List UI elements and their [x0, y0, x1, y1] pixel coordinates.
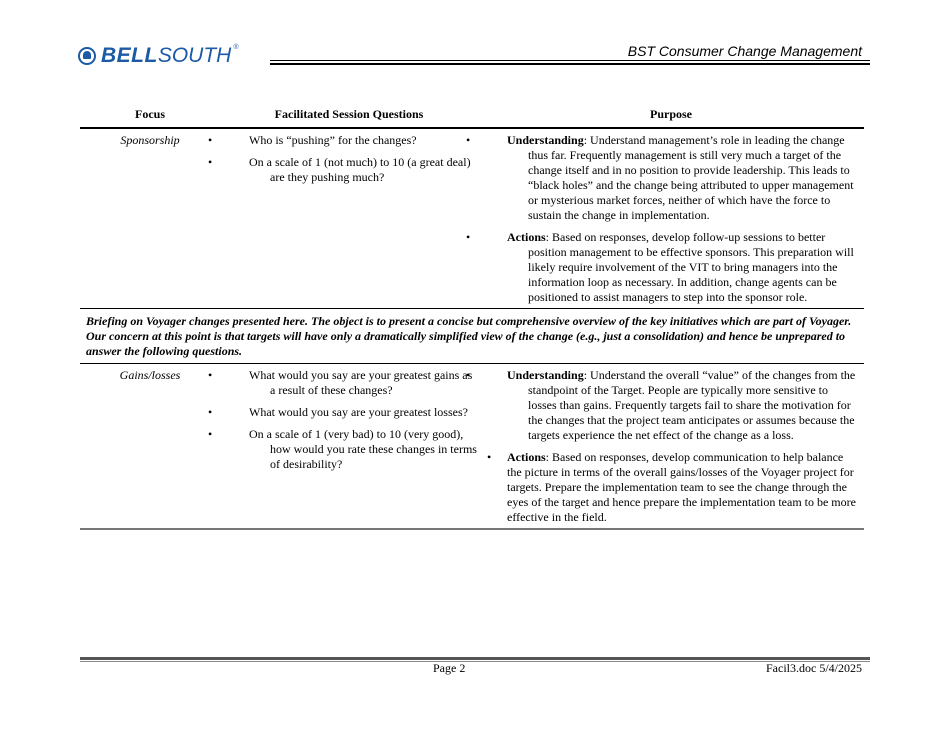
- purpose-cell: [478, 364, 864, 530]
- purpose-text: : Based on responses, develop follow-up sessions to better position management to be effective sponsors. This preparation will likely require involvement of the VIT to bring managers into the information loop as necessary. In addition, change agents can be positioned to assist managers to step into the sponsor role.: [528, 230, 854, 304]
- purpose-lead: Understanding: [507, 368, 584, 382]
- question-item: • On a scale of 1 (very bad) to 10 (very good), how would you rate these changes in terms of desirability?: [220, 427, 478, 472]
- briefing-row: [80, 309, 864, 364]
- question-item: • What would you say are your greatest losses?: [220, 405, 478, 420]
- purpose-lead: Understanding: [507, 133, 584, 147]
- table-row: [80, 128, 864, 309]
- page-header: [78, 40, 870, 70]
- purpose-text: : Understand management’s role in leading the change thus far. Frequently management is still very much a target of the change itself and in no position to provide leadership. This leads to “black holes” and the change being attributed to upper management or mysterious market forces, neither of which have the force to sustain the change in implementation.: [528, 133, 854, 222]
- column-header-focus: Focus: [80, 106, 220, 128]
- briefing-text: Briefing on Voyager changes presented here. The object is to present a concise but comprehensive overview of the key initiatives which are part of Voyager. Our concern at this point is that targets will have only a dramatically simplified view of the change (e.g., just a consolidation) and hence be unprepared to answer the following questions.: [80, 309, 864, 364]
- header-rule: [270, 60, 870, 61]
- registered-mark: ®: [233, 44, 239, 51]
- bell-icon: [78, 47, 96, 65]
- purpose-item: [478, 368, 858, 443]
- focus-cell: Gains/losses: [80, 364, 220, 530]
- header-title: BST Consumer Change Management: [627, 43, 862, 59]
- table-row: [80, 364, 864, 530]
- purpose-item: [478, 133, 858, 223]
- purpose-lead: Actions: [507, 230, 546, 244]
- session-table: [80, 106, 864, 530]
- purpose-text: : Based on responses, develop communication to help balance the picture in terms of the overall gains/losses of the Voyager project for targets. Prepare the implementation team to see the change through the eyes of the target and hence prepare the implementation team to be more effective in the field.: [507, 450, 856, 524]
- purpose-lead: Actions: [507, 450, 546, 464]
- column-header-purpose: Purpose: [478, 106, 864, 128]
- purpose-text: : Understand the overall “value” of the changes from the standpoint of the Target. People are typically more sensitive to losses than gains. Frequently targets fail to share the motivation for the changes that the project team anticipates or assumes because the targets experience the net effect of the change as a loss.: [528, 368, 856, 442]
- questions-cell: [220, 364, 478, 530]
- purpose-item: [478, 230, 858, 305]
- questions-cell: [220, 128, 478, 309]
- footer-rule-thin: [80, 661, 870, 662]
- question-item: • What would you say are your greatest gains as a result of these changes?: [220, 368, 478, 398]
- focus-cell: Sponsorship: [80, 128, 220, 309]
- column-header-questions: Facilitated Session Questions: [220, 106, 478, 128]
- question-item: • On a scale of 1 (not much) to 10 (a great deal) are they pushing much?: [220, 155, 478, 185]
- logo-bell-text: BELL: [101, 44, 158, 67]
- footer-rule: [80, 657, 870, 660]
- bellsouth-logo: [78, 44, 239, 68]
- page-number: Page 2: [433, 661, 466, 675]
- purpose-item: [478, 450, 858, 525]
- logo-south-text: SOUTH: [157, 44, 232, 67]
- purpose-cell: [478, 128, 864, 309]
- document-info: Facil3.doc 5/4/2025: [766, 661, 862, 675]
- question-item: • Who is “pushing” for the changes?: [220, 133, 478, 148]
- header-rule-thick: [270, 63, 870, 65]
